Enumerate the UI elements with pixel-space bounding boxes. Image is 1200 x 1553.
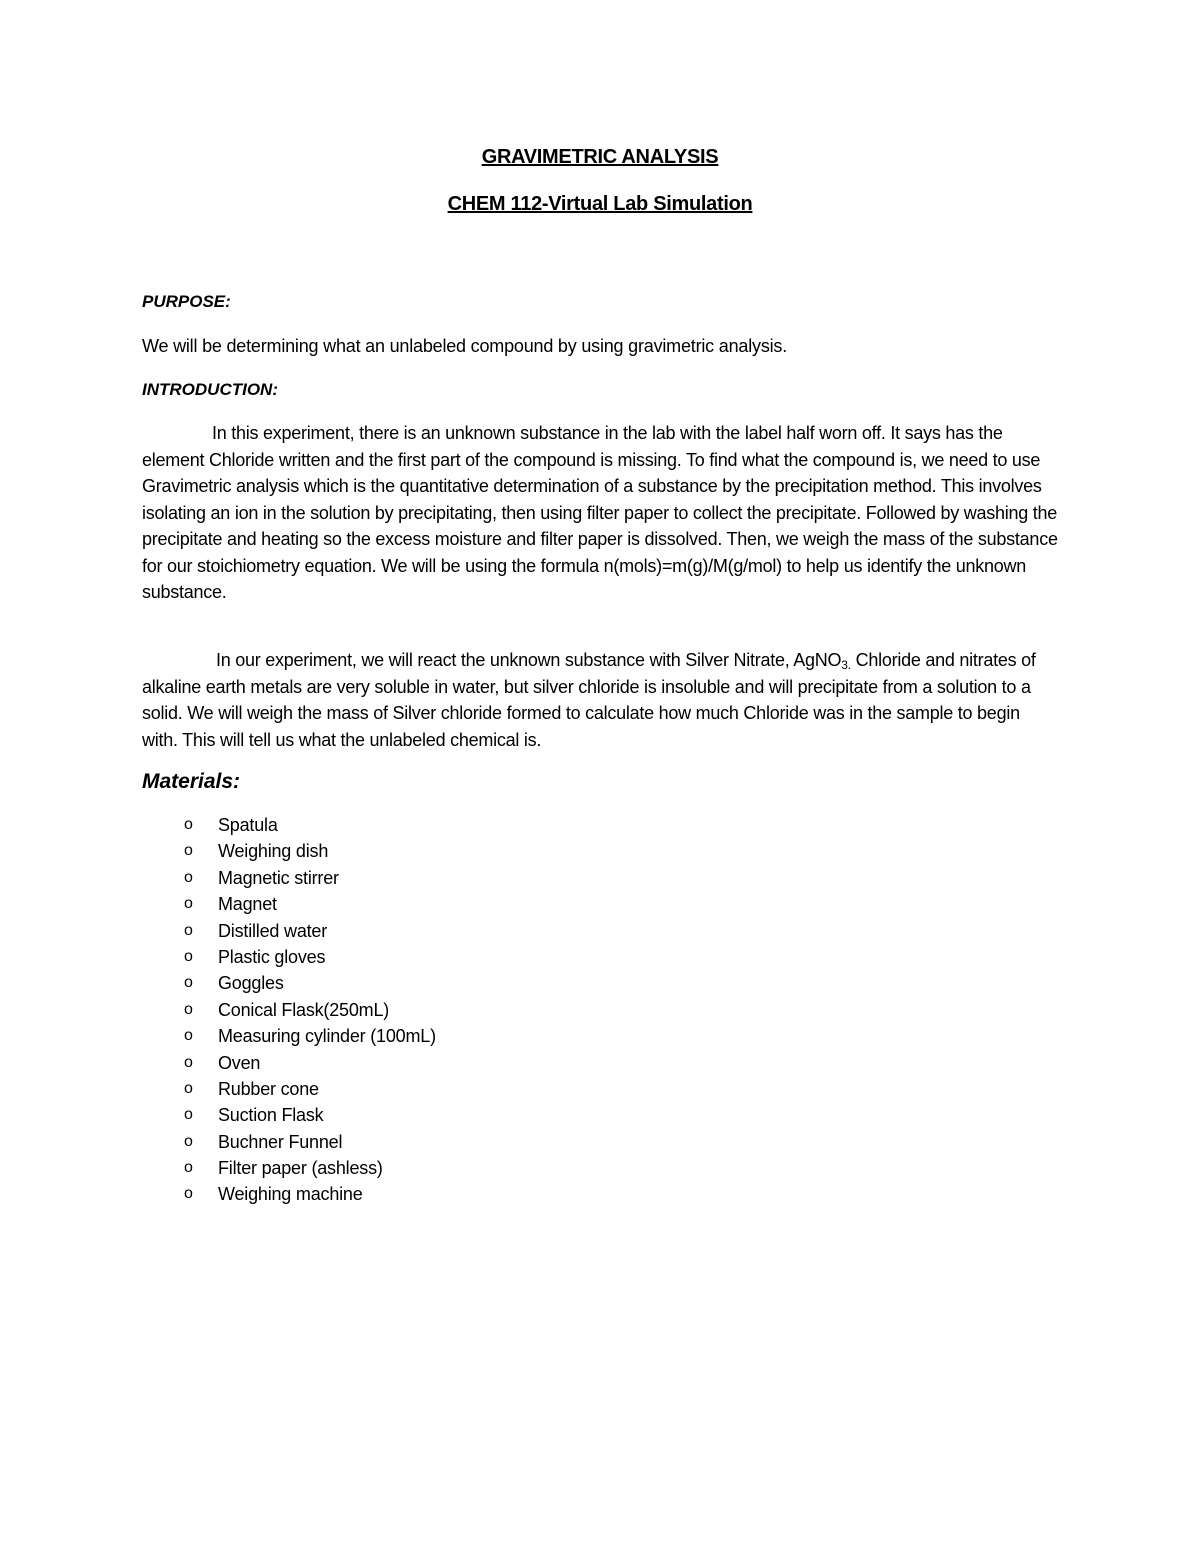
material-label: Distilled water [218,920,328,941]
bullet-icon: o [184,816,193,833]
material-label: Magnetic stirrer [218,867,339,888]
material-label: Suction Flask [218,1105,324,1126]
material-label: Goggles [218,973,284,994]
purpose-heading: PURPOSE: [142,292,231,311]
bullet-icon: o [184,1106,193,1124]
material-label: Plastic gloves [218,946,326,967]
bullet-icon: o [184,1000,193,1018]
bullet-icon: o [184,842,193,860]
material-label: Buchner Funnel [218,1131,343,1152]
bullet-icon: o [184,1185,193,1203]
document-subtitle: CHEM 112-Virtual Lab Simulation [447,193,753,215]
material-label: Measuring cylinder (100mL) [218,1026,436,1047]
bullet-icon: o [184,947,193,965]
bullet-icon: o [184,974,193,992]
formula-subscript: 3. [841,658,851,672]
bullet-icon: o [184,921,193,939]
bullet-icon: o [184,868,193,886]
material-label: Spatula [218,815,278,835]
bullet-icon: o [184,895,193,913]
material-label: Filter paper (ashless) [218,1158,383,1179]
intro-paragraph-1: In this experiment, there is an unknown substance in the lab with the label half worn off. It says has the element Chloride written and the first part of the compound is missing. To find what the compound is, we need to use Gravimetric analysis which is the quantitative determination of a substance by the precipitation method. This involves isolating an ion in the solution by precipitating, then using filter paper to collect the precipitate. Followed by washing the precipitate and heating so the excess moisture and filter paper is dissolved. Then, we weigh the mass of the substance for our stoichiometry equation. We will be using the formula n(mols)=m(g)/M(g/mol) to help us identify the unknown substance. [142,423,1058,602]
intro-paragraph-2 [142,647,1058,753]
materials-heading: Materials: [142,770,241,793]
material-label: Rubber cone [218,1078,319,1099]
introduction-heading: INTRODUCTION: [142,380,278,399]
material-label: Weighing dish [218,841,329,862]
bullet-icon: o [184,1053,193,1071]
material-label: Magnet [218,894,277,915]
document-title: GRAVIMETRIC ANALYSIS [481,146,719,168]
bullet-icon: o [184,1079,193,1097]
material-label: Weighing machine [218,1184,363,1205]
material-label: Oven [218,1052,261,1073]
bullet-icon: o [184,1027,193,1045]
material-label: Conical Flask(250mL) [218,999,390,1020]
purpose-text: We will be determining what an unlabeled compound by using gravimetric analysis. [142,336,788,356]
intro-paragraph-2-end: Chloride and nitrates of alkaline earth metals are very soluble in water, but silver chloride is insoluble and will precipitate from a solution to a solid. We will weigh the mass of Silver chloride formed to calculate how much Chloride was in the sample to begin with. This will tell us what the unlabeled chemical is. [142,650,1036,750]
bullet-icon: o [184,1159,193,1177]
intro-paragraph-2-start: In our experiment, we will react the unknown substance with Silver Nitrate, AgNO [216,650,842,670]
bullet-icon: o [184,1132,193,1150]
